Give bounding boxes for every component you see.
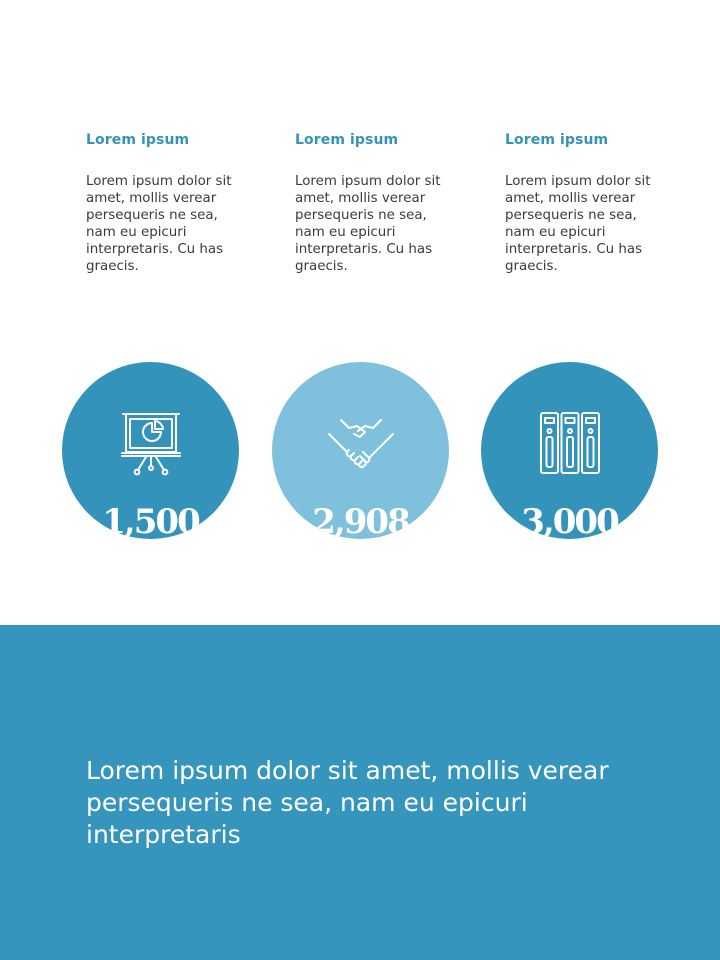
stat-value: 1,500 <box>102 502 199 539</box>
stat-value: 2,908 <box>312 502 409 539</box>
column-body: Lorem ipsum dolor sit amet, mollis verear persequeris ne sea, nam eu epicuri interpretaris. Cu has graecis. <box>295 174 441 274</box>
stat-circle-2 <box>272 362 449 539</box>
band-statement: Lorem ipsum dolor sit amet, mollis verear persequeris ne sea, nam eu epicuri interpretaris <box>86 756 609 849</box>
column-2 <box>295 130 455 275</box>
column-body: Lorem ipsum dolor sit amet, mollis verear persequeris ne sea, nam eu epicuri interpretaris. Cu has graecis. <box>505 174 651 274</box>
binders-icon <box>536 410 604 478</box>
footer-band <box>0 625 720 960</box>
presentation-board-icon <box>117 410 185 478</box>
column-3 <box>505 130 665 275</box>
stat-circle-3 <box>481 362 658 539</box>
column-title: Lorem ipsum <box>505 132 609 148</box>
column-1 <box>86 130 246 275</box>
column-title: Lorem ipsum <box>86 132 190 148</box>
column-body: Lorem ipsum dolor sit amet, mollis verear persequeris ne sea, nam eu epicuri interpretaris. Cu has graecis. <box>86 174 232 274</box>
stat-circle-1 <box>62 362 239 539</box>
handshake-icon <box>327 410 395 478</box>
stat-value: 3,000 <box>521 502 618 539</box>
column-title: Lorem ipsum <box>295 132 399 148</box>
